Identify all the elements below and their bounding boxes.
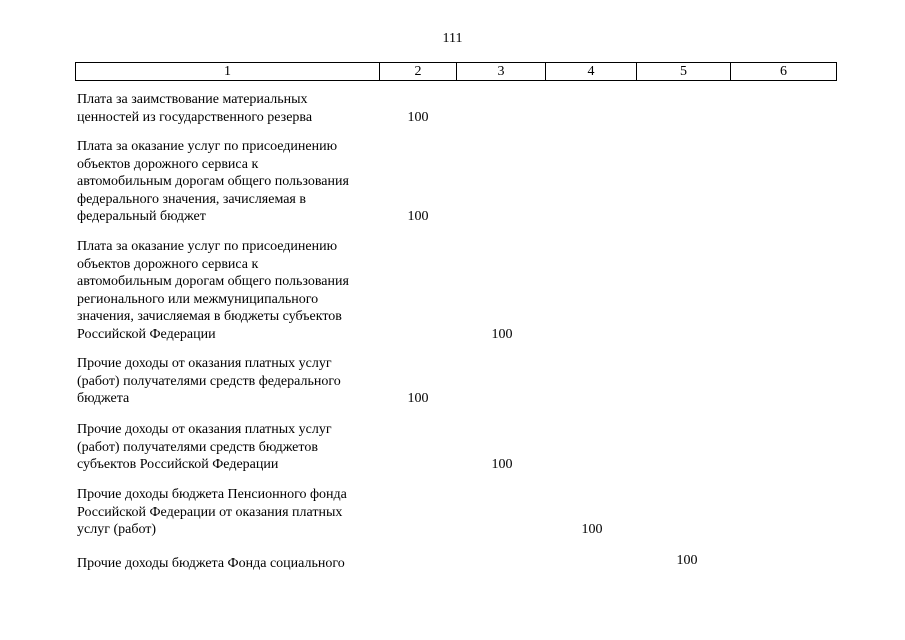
row-description: Плата за оказание услуг по присоединению объектов дорожного сервиса к автомобильным дорогам общего пользования федерального значения, зачисляемая в федеральный бюджет	[77, 139, 349, 225]
row-value-col-2: 100	[407, 109, 429, 125]
page-number: 111	[442, 31, 463, 46]
column-header-2: 2	[380, 63, 457, 80]
row-description: Плата за оказание услуг по присоединению объектов дорожного сервиса к автомобильным дорогам общего пользования регионального или межмуниципального значения, зачисляемая в бюджеты субъектов Российской Федерации	[77, 239, 349, 342]
row-description: Прочие доходы бюджета Пенсионного фонда Российской Федерации от оказания платных услуг (работ)	[77, 487, 347, 538]
row-value-col-5: 100	[676, 553, 698, 568]
row-description: Прочие доходы от оказания платных услуг (работ) получателями средств бюджетов субъектов Российской Федерации	[77, 422, 332, 473]
row-description: Прочие доходы от оказания платных услуг (работ) получателями средств федерального бюджета	[77, 356, 341, 407]
row-description: Прочие доходы бюджета Фонда социального	[77, 556, 345, 571]
column-header-5: 5	[637, 63, 731, 80]
column-header-4: 4	[546, 63, 637, 80]
row-value-col-3: 100	[491, 327, 513, 342]
column-header-3: 3	[457, 63, 546, 80]
row-value-col-3: 100	[491, 457, 513, 473]
row-value-col-4: 100	[581, 522, 603, 538]
row-value-col-2: 100	[407, 209, 429, 225]
table-header	[75, 62, 837, 81]
column-header-6: 6	[780, 64, 787, 79]
column-header-1: 1	[76, 63, 380, 80]
row-value-col-2: 100	[407, 391, 429, 407]
row-description: Плата за заимствование материальных ценностей из государственного резерва	[77, 92, 313, 125]
